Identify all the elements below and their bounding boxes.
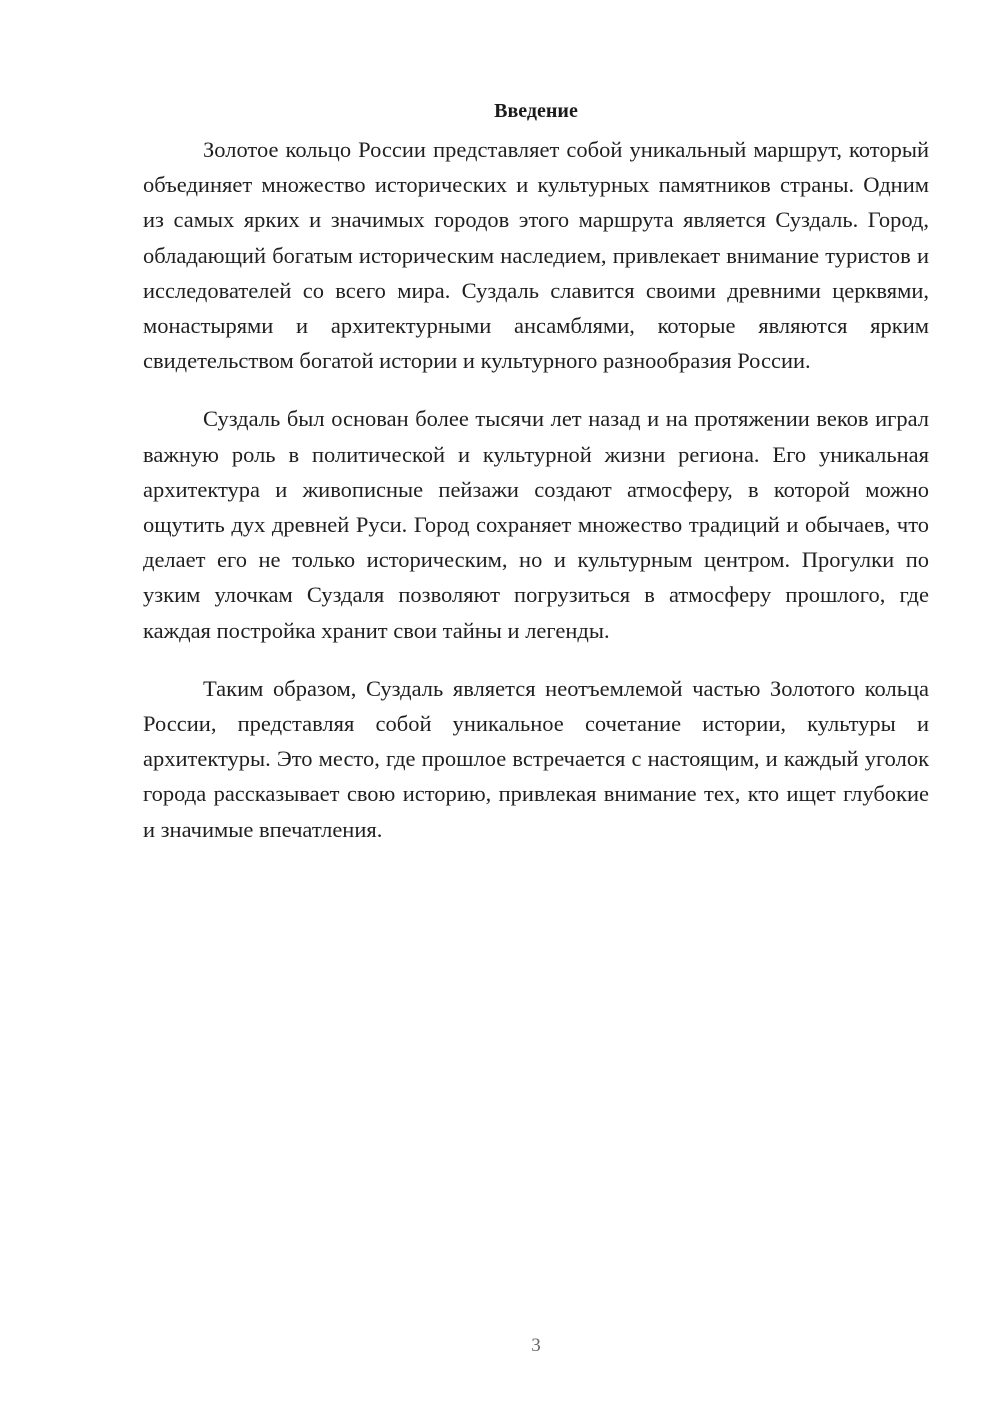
- paragraph-2: Суздаль был основан более тысячи лет назад и на протяжении веков играл важную роль в политической и культурной жизни региона. Его уникальная архитектура и живописные пейзажи создают атмосферу, в которой можно ощутить дух древней Руси. Город сохраняет множество традиций и обычаев, что делает его не только историческим, но и культурным центром. Прогулки по узким улочкам Суздаля позволяют погрузиться в атмосферу прошлого, где каждая постройка хранит свои тайны и легенды.: [143, 406, 929, 643]
- paragraph-3: Таким образом, Суздаль является неотъемлемой частью Золотого кольца России, представляя собой уникальное сочетание истории, культуры и архитектуры. Это место, где прошлое встречается с настоящим, и каждый уголок города рассказывает свою историю, привлекая внимание тех, кто ищет глубокие и значимые впечатления.: [143, 675, 929, 842]
- page-content: [143, 96, 929, 870]
- section-heading: Введение: [494, 100, 578, 122]
- page-number: 3: [531, 1335, 541, 1356]
- paragraph-1: Золотое кольцо России представляет собой уникальный маршрут, который объединяет множество исторических и культурных памятников страны. Одним из самых ярких и значимых городов этого маршрута является Суздаль. Город, обладающий богатым историческим наследием, привлекает внимание туристов и исследователей со всего мира. Суздаль славится своими древними церквями, монастырями и архитектурными ансамблями, которые являются ярким свидетельством богатой истории и культурного разнообразия России.: [143, 137, 929, 374]
